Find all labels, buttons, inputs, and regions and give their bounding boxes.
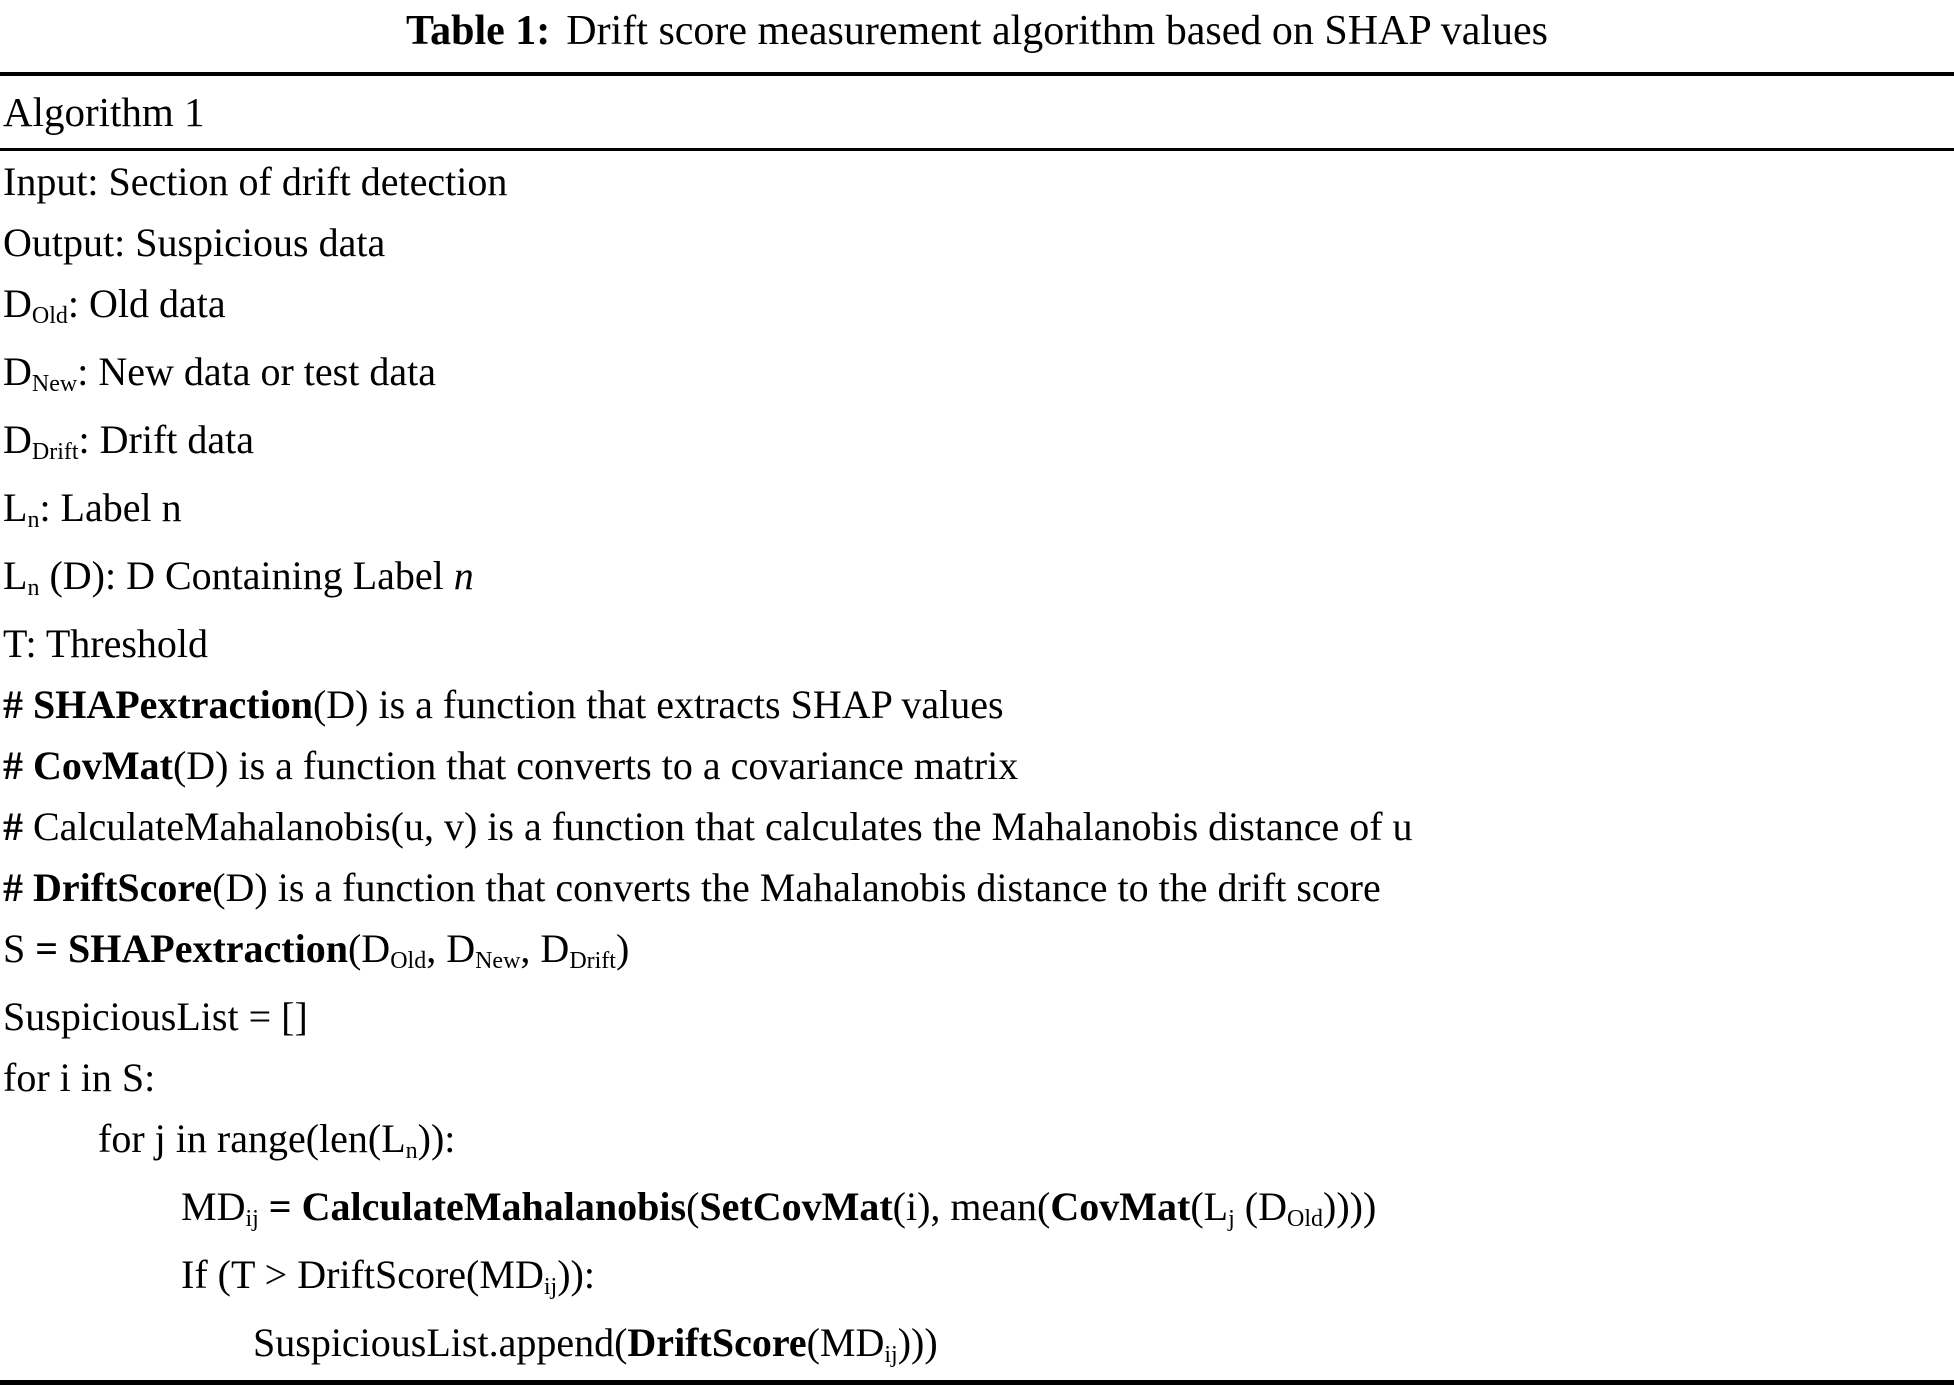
subscript-text: n: [27, 575, 40, 602]
algorithm-line: [3, 796, 1954, 857]
subscript-text: j: [1228, 1206, 1235, 1233]
line-text: CovMat: [1050, 1184, 1191, 1229]
line-text: : Drift data: [78, 417, 255, 462]
subscript-text: ij: [543, 1274, 558, 1301]
algorithm-line: [3, 857, 1954, 918]
algorithm-line: [3, 1047, 1954, 1108]
line-text: Input: Section of drift detection: [3, 159, 508, 204]
subscript-text: ij: [884, 1342, 898, 1369]
line-text: #: [3, 804, 23, 849]
line-text: (: [686, 1184, 700, 1229]
bottom-rule: [0, 1380, 1954, 1385]
line-text: (i), mean(: [892, 1184, 1051, 1229]
line-text: # CovMat: [3, 743, 173, 788]
line-text: for i in S:: [3, 1055, 156, 1100]
line-text: , D: [520, 926, 570, 971]
line-text: L: [3, 553, 28, 598]
algorithm-line: [3, 674, 1954, 735]
algorithm-line: [3, 613, 1954, 674]
subscript-text: Drift: [31, 439, 79, 466]
line-text: D: [3, 349, 32, 394]
line-text: : Label n: [39, 485, 182, 530]
line-text: ): [615, 926, 630, 971]
algorithm-line: [3, 1176, 1954, 1244]
algorithm-header: Algorithm 1: [3, 89, 205, 135]
line-text: SuspiciousList.append(: [253, 1320, 628, 1365]
algorithm-line: [3, 477, 1954, 545]
line-text: , D: [426, 926, 476, 971]
line-text: T: Threshold: [3, 621, 209, 666]
algorithm-body: [0, 151, 1954, 1380]
line-text: (D) is a function that converts to a covariance matrix: [172, 743, 1019, 788]
line-text: # SHAPextraction: [3, 682, 313, 727]
table-caption: [0, 0, 1954, 56]
line-text: # DriftScore: [3, 865, 213, 910]
algorithm-line: [3, 986, 1954, 1047]
line-text: for j in range(len(L: [98, 1116, 406, 1161]
line-text: L: [3, 485, 28, 530]
subscript-text: Old: [1287, 1206, 1323, 1233]
algorithm-line: [3, 1312, 1954, 1380]
line-text: MD: [181, 1184, 246, 1229]
line-text: n: [453, 553, 474, 598]
line-text: = CalculateMahalanobis: [268, 1184, 687, 1229]
line-text: D: [3, 417, 32, 462]
line-text: SetCovMat: [699, 1184, 893, 1229]
line-text: DriftScore: [627, 1320, 807, 1365]
algorithm-line: [3, 151, 1954, 212]
table-caption-label: Table 1:: [405, 8, 551, 54]
subscript-text: Old: [390, 948, 427, 975]
line-text: )):: [557, 1252, 595, 1297]
algorithm-line: [3, 212, 1954, 273]
line-text: )))): [1323, 1184, 1377, 1229]
line-text: : New data or test data: [77, 349, 436, 394]
line-text: S: [3, 926, 36, 971]
algorithm-line: [3, 409, 1954, 477]
line-text: (D: [347, 926, 391, 971]
line-text: ))): [897, 1320, 938, 1365]
subscript-text: Old: [31, 303, 68, 330]
algorithm-line: [3, 1244, 1954, 1312]
subscript-text: New: [475, 948, 521, 975]
line-text: = SHAPextraction: [35, 926, 348, 971]
subscript-text: Drift: [569, 948, 616, 975]
subscript-text: n: [27, 507, 40, 534]
algorithm-line: [3, 341, 1954, 409]
algorithm-line: [3, 735, 1954, 796]
line-text: (D): D Containing Label: [39, 553, 454, 598]
line-text: (MD: [806, 1320, 885, 1365]
algorithm-line: [3, 273, 1954, 341]
line-text: (L: [1190, 1184, 1229, 1229]
subscript-text: ij: [245, 1206, 259, 1233]
line-text: )):: [417, 1116, 456, 1161]
line-text: D: [3, 281, 32, 326]
line-text: (D: [1234, 1184, 1287, 1229]
line-text: SuspiciousList = []: [3, 994, 308, 1039]
table-caption-text: Drift score measurement algorithm based on SHAP values: [566, 8, 1549, 54]
algorithm-line: [3, 918, 1954, 986]
line-text: CalculateMahalanobis(u, v) is a function that calculates the Mahalanobis distance of u: [23, 804, 1413, 849]
algorithm-line: [3, 1108, 1954, 1176]
algorithm-line: [3, 545, 1954, 613]
line-text: (D) is a function that extracts SHAP values: [312, 682, 1004, 727]
subscript-text: n: [405, 1138, 418, 1165]
line-text: If (T > DriftScore(MD: [181, 1252, 544, 1297]
line-text: [259, 1184, 269, 1229]
line-text: (D) is a function that converts the Mahalanobis distance to the drift score: [212, 865, 1381, 910]
line-text: Output: Suspicious data: [3, 220, 386, 265]
line-text: : Old data: [67, 281, 226, 326]
subscript-text: New: [31, 371, 78, 398]
